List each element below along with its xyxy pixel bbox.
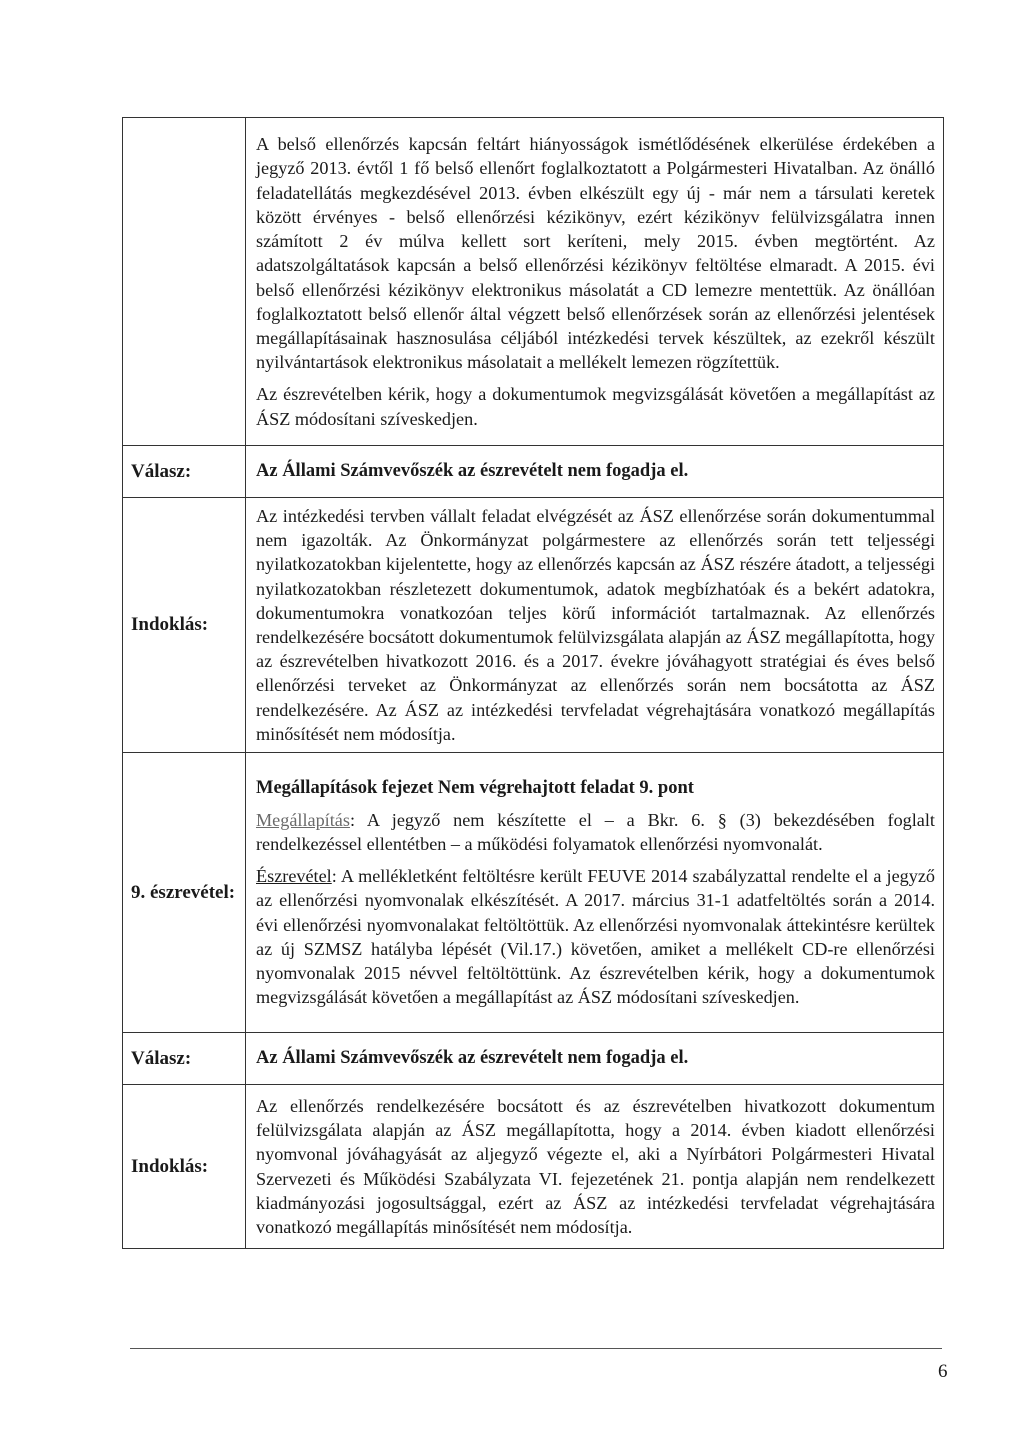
answer-row-2 [123,1033,944,1085]
answer-text-1: Az Állami Számvevőszék az észrevételt nem fogadja el. [246,446,944,498]
reason-row-2 [123,1085,944,1249]
observation-heading: Megállapítások fejezet Nem végrehajtott feladat 9. pont [256,777,694,798]
reason-label-1: Indoklás: [123,498,246,753]
reason-label-2: Indoklás: [123,1085,246,1249]
remark-label: Észrevétel [256,866,332,887]
finding-text: : A jegyző nem készítette el – a Bkr. 6. § (3) bekezdésében foglalt rendelkezéssel ellentétben – a működési folyamatok ellenőrzési nyomvonalát. [256,809,935,855]
answer-label-2: Válasz: [123,1033,246,1085]
observation-row-9 [123,753,944,1033]
reason-row-1 [123,498,944,753]
finding-label: Megállapítás [256,809,350,830]
page-number: 6 [938,1361,948,1382]
observation-content-9 [246,753,944,1033]
footer-divider [130,1348,942,1349]
intro-content [246,118,944,446]
response-table [122,117,944,1249]
observation-label-9: 9. észrevétel: [123,753,246,1033]
reason-text-1: Az intézkedési tervben vállalt feladat elvégzését az ÁSZ ellenőrzése során dokumentummal nem igazolták. Az Önkormányzat polgármestere az ellenőrzés során tett teljességi nyilatkozatokban kijelentette, hogy az ellenőrzés kapcsán az ÁSZ részére átadott, a teljességi nyilatkozatokban részletezett dokumentumok, adatok megbízhatóak és a bekért adatokra, dokumentumokra vonatkozóan teljes körű információt tartalmaznak. Az ellenőrzés rendelkezésére bocsátott dokumentumok felülvizsgálata alapján az ÁSZ megállapította, hogy az észrevételben hivatkozott 2016. és a 2017. évekre jóváhagyott stratégiai és éves belső ellenőrzési terveket az Önkormányzat az ellenőrzés során nem bocsátotta az ÁSZ rendelkezésére. Az ÁSZ az intézkedési tervfeladat végrehajtására vonatkozó megállapítás minősítését nem módosítja. [246,498,944,753]
intro-row [123,118,944,446]
intro-paragraph-2: Az észrevételben kérik, hogy a dokumentumok megvizsgálását követően a megállapítást az ÁSZ módosítani szíveskedjen. [256,384,935,429]
reason-text-2: Az ellenőrzés rendelkezésére bocsátott és az észrevételben hivatkozott dokumentum felülvizsgálata alapján az ÁSZ megállapította, hogy a 2014. évben kiadott ellenőrzési nyomvonal jóváhagyását az aljegyző végezte el, aki a Nyírbátori Polgármesteri Hivatal Szervezeti és Működési Szabályzata VI. fejezetének 21. pontja alapján nem rendelkezett kiadmányozási jogosultsággal, ezért az ÁSZ az intézkedési tervfeladat végrehajtására vonatkozó megállapítás minősítését nem módosítja. [246,1085,944,1249]
intro-label [123,118,246,446]
remark-paragraph [256,864,935,1009]
intro-paragraph-1: A belső ellenőrzés kapcsán feltárt hiányosságok ismétlődésének elkerülése érdekében a jegyző 2013. évtől 1 fő belső ellenőrt foglalkoztatott a Polgármesteri Hivatalban. Az önálló feladatellátás megkezdésével 2013. évben elkészült egy új - már nem a társulati keretek között érvényes - belső ellenőrzési kézikönyv, ezért kézikönyv felülvizsgálatra innen számított 2 év múlva kellett sort keríteni, mely 2015. évben megtörtént. Az adatszolgáltatások kapcsán a belső ellenőrzési kézikönyv feltöltése elmaradt. A 2015. évi belső ellenőrzési kézikönyv elektronikus másolatát a CD lemezre mentettük. Az önállóan foglalkoztatott belső ellenőr által végzett belső ellenőrzések során az ellenőrzési jelentések megállapításainak hasznosulása céljából intézkedési tervek készültek, az ezekről készült nyilvántartások elektronikus másolatait a mellékelt lemezen rögzítettük. [256,134,935,373]
answer-text-2: Az Állami Számvevőszék az észrevételt nem fogadja el. [246,1033,944,1085]
finding-paragraph [256,808,935,856]
answer-label-1: Válasz: [123,446,246,498]
answer-row-1 [123,446,944,498]
remark-text: : A mellékletként feltöltésre került FEUVE 2014 szabályzattal rendelte el a jegyző az ellenőrzési nyomvonalak elkészítését. A 2017. március 31-1 adatfeltöltés során a 2014. évi ellenőrzési nyomvonalakat feltöltöttük. Az ellenőrzési nyomvonalak áttekintésre kerültek az új SZMSZ hatályba lépését (Vil.17.) követően, amiket a mellékelt CD-re ellenőrzési nyomvonalak 2015 névvel feltöltöttünk. Az észrevételben kérik, hogy a dokumentumok megvizsgálását követően a megállapítást az ÁSZ módosítani szíveskedjen. [256,866,935,1008]
